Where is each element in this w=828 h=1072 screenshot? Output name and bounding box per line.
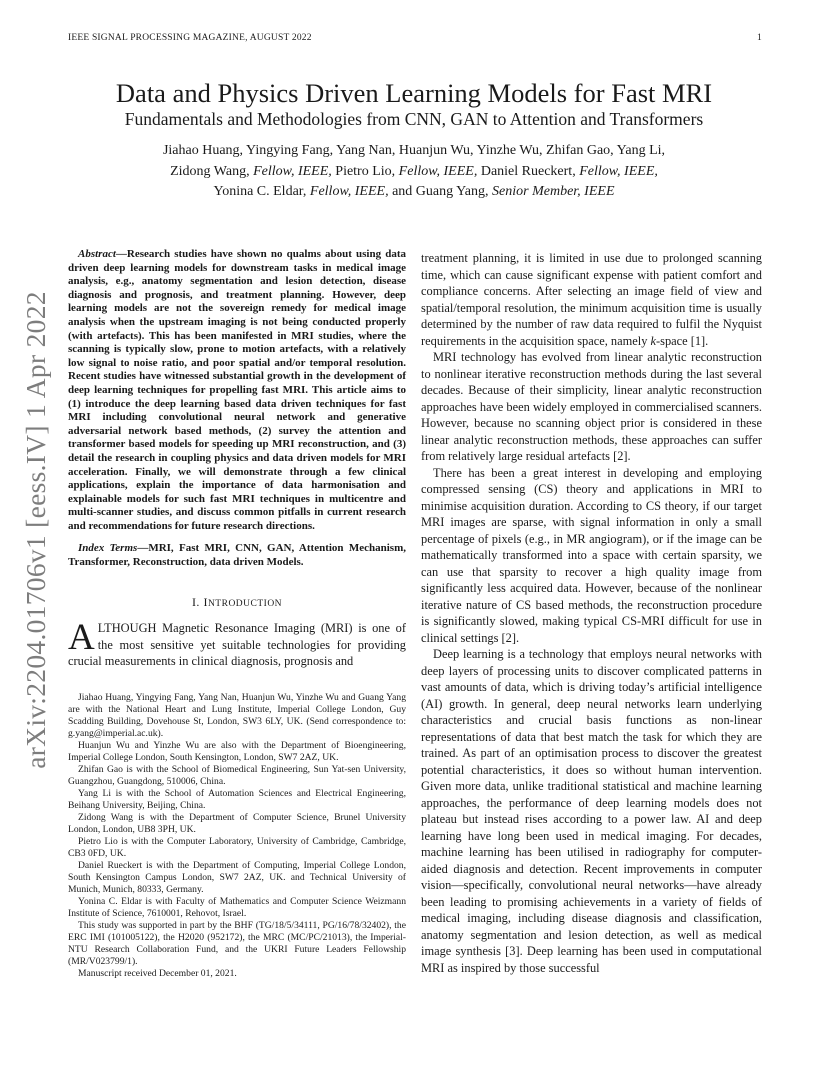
author-title: Senior Member, IEEE (492, 184, 615, 199)
body-text: treatment planning, it is limited in use due to prolonged scanning time, which can cause significant expense with patient comfort and compliance concerns. After selecting an image field of view and spatial/temporal resolution, the minimum acquisition time is usually determined by the number of raw data required to fulfil the Nyquist requirements in the acquisition space, namely (421, 251, 762, 348)
body-paragraph: There has been a great interest in developing and employing compressed sensing (CS) theory and applications in MRI to minimise acquisition duration. According to CS theory, if our target MRI images are sparse, with signal information in only a small percentage of pixels (e.g., in MR angiogram), or if the image can be mathematically transformed into a space with certain sparsity, we can use that sparsity to recover a high quality image from significantly less acquired data. However, because of the nonlinear iterative nature of CS based methods, the reconstruction procedure is significantly slowed, making typical CS-MRI difficult for use in clinical settings [2]. (421, 465, 762, 645)
intro-text: LTHOUGH Magnetic Resonance Imaging (MRI) is one of the most sensitive yet suitable technologies for providing crucial measurements in clinical diagnosis, prognosis and (68, 621, 406, 669)
section-title-rest: NTRODUCTION (207, 598, 283, 609)
footnote: Huanjun Wu and Yinzhe Wu are also with the Department of Bioengineering, Imperial College London, South Kensington, London, SW7 2AZ, UK. (68, 739, 406, 763)
footnotes (68, 692, 406, 980)
author-list (80, 141, 748, 203)
footnote: Yang Li is with the School of Automation Sciences and Electrical Engineering, Beihang University, Beijing, China. (68, 787, 406, 811)
abstract-text: —Research studies have shown no qualms about using data driven deep learning models for downstream tasks in medical image analysis, e.g., anatomy segmentation and lesion detection, disease diagnosis and prognosis, and treatment planning. However, deep learning models are not the sovereign remedy for medical image analysis when the upstream imaging is not being conducted properly (with artefacts). This has been manifested in MRI studies, where the scanning is typically slow, prone to motion artefacts, with a relatively low signal to noise ratio, and poor spatial and/or temporal resolution. Recent studies have witnessed substantial growth in the development of deep learning techniques for propelling fast MRI. This article aims to (1) introduce the deep learning based data driven techniques for fast MRI including convolutional neural network and generative adversarial network based methods, (2) survey the attention and transformer based models for speeding up MRI reconstruction, and (3) detail the research in coupling physics and data driven models for MRI acceleration. Finally, we will demonstrate through a few clinical applications, explain the importance of data harmonisation and explainable models for such fast MRI techniques in multicentre and multi-scanner studies, and discuss common pitfalls in current research and recommendations for future research directions. (68, 248, 406, 532)
body-paragraph: Deep learning is a technology that employs neural networks with deep layers of processing units to discover complicated patterns in vast amounts of data, which is driving today’s artificial intelligence (AI) growth. In general, deep neural networks learn underlying characteristics and crucial basis functions as non-linear representations of data that best match the task for which they are trained. As part of an optimisation process to discover the greatest potential characteristics, it does so without human intervention. Given more data, unlike traditional statistical and machine learning approaches, the performance of deep learning models does not plateau but instead rises according to a power law. AI and deep learning have long been used in medical imaging. For decades, machine learning has been utilised in radiography for computer-aided diagnosis and detection. Recent improvements in computer vision—specifically, convolutional neural networks—have already been leading to promising achievements in a variety of fields of medical imaging, including disease diagnosis and classification, anatomy segmentation and lesion detection, as well as medical image synthesis [3]. Deep learning has been used in computational MRI as inspired by those successful (421, 647, 762, 975)
arxiv-stamp-text: arXiv:2204.01706v1 [eess.IV] 1 Apr 2022 (20, 291, 51, 769)
abstract (68, 248, 406, 533)
author-names: Yonina C. Eldar, (213, 184, 310, 199)
author-names: Pietro Lio, (331, 163, 399, 179)
running-header (68, 33, 762, 47)
footnote: Manuscript received December 01, 2021. (78, 967, 237, 979)
right-column (421, 250, 762, 976)
footnote: This study was supported in part by the BHF (TG/18/5/34111, PG/16/78/32402), the ERC IMI (101005122), the H2020 (952172), the MRC (MC/PC/21013), the Imperial-NTU Research Collaboration Fund, and the UKRI Future Leaders Fellowship (MR/V023799/1). (68, 919, 406, 967)
author-title: Fellow, IEEE, (309, 184, 389, 199)
intro-paragraph (68, 617, 406, 670)
author-names: Daniel Rueckert, (477, 163, 580, 179)
author-names: and Guang Yang, (388, 184, 493, 199)
author-names: Zidong Wang, (170, 163, 254, 179)
math-symbol: k (650, 333, 656, 348)
drop-cap: A (68, 617, 95, 659)
title-block (60, 78, 768, 130)
index-terms-label: Index Terms (78, 542, 138, 555)
body-paragraph: MRI technology has evolved from linear analytic reconstruction to nonlinear iterative reconstruction methods during the last several decades. Because of their simplicity, linear analytic reconstruction approaches have been widely employed in commercialised scanners. However, because no scanning object prior is considered in these linear analytic reconstruction methods, these approaches can suffer from relatively large residual artefacts [2]. (421, 350, 762, 463)
footnote: Jiahao Huang, Yingying Fang, Yang Nan, Huanjun Wu, Yinzhe Wu and Guang Yang are with the National Heart and Lung Institute, Imperial College London, Guy Scadding Building, Dovehouse St, London, SW3 6LY, UK. (Send correspondence to: g.yang@imperial.ac.uk). (68, 691, 406, 739)
section-number: I. (191, 594, 204, 609)
author-line-3 (80, 182, 748, 203)
left-column (68, 248, 406, 980)
footnote: Yonina C. Eldar is with Faculty of Mathematics and Computer Science Weizmann Institute of Science, 7610001, Rehovot, Israel. (68, 895, 406, 919)
footnote: Pietro Lio is with the Computer Laboratory, University of Cambridge, Cambridge, CB3 0FD, UK. (68, 835, 406, 859)
index-terms-text: —MRI, Fast MRI, CNN, GAN, Attention Mechanism, Transformer, Reconstruction, data driven Models. (68, 542, 406, 569)
page-number: 1 (757, 33, 762, 43)
section-title-initial: I (203, 594, 208, 609)
paper-subtitle: Fundamentals and Methodologies from CNN, GAN to Attention and Transformers (124, 109, 704, 129)
arxiv-stamp (20, 290, 52, 770)
author-line-1: Jiahao Huang, Yingying Fang, Yang Nan, Huanjun Wu, Yinzhe Wu, Zhifan Gao, Yang Li, (162, 143, 666, 158)
footnote: Zhifan Gao is with the School of Biomedical Engineering, Sun Yat-sen University, Guangzhou, Guangdong, 510006, China. (68, 763, 406, 787)
index-terms (68, 542, 406, 569)
abstract-label: Abstract (78, 248, 116, 260)
footnote: Daniel Rueckert is with the Department of Computing, Imperial College London, South Kensington Campus London, SW7 2AZ, UK. and Technical University of Munich, Munich, 80333, Germany. (68, 859, 406, 895)
paper-title: Data and Physics Driven Learning Models for Fast MRI (115, 78, 713, 108)
footnote: Zidong Wang is with the Department of Computer Science, Brunel University London, London, UB8 3PH, UK. (68, 811, 406, 835)
author-title: Fellow, IEEE, (398, 163, 478, 179)
author-title: Fellow, IEEE, (253, 163, 332, 179)
body-text: -space [1]. (656, 333, 709, 348)
author-line-2 (80, 162, 748, 183)
journal-name: IEEE SIGNAL PROCESSING MAGAZINE, AUGUST 2022 (68, 33, 312, 43)
body-paragraph (421, 250, 762, 349)
section-heading (68, 594, 406, 613)
author-title: Fellow, IEEE, (579, 163, 658, 179)
